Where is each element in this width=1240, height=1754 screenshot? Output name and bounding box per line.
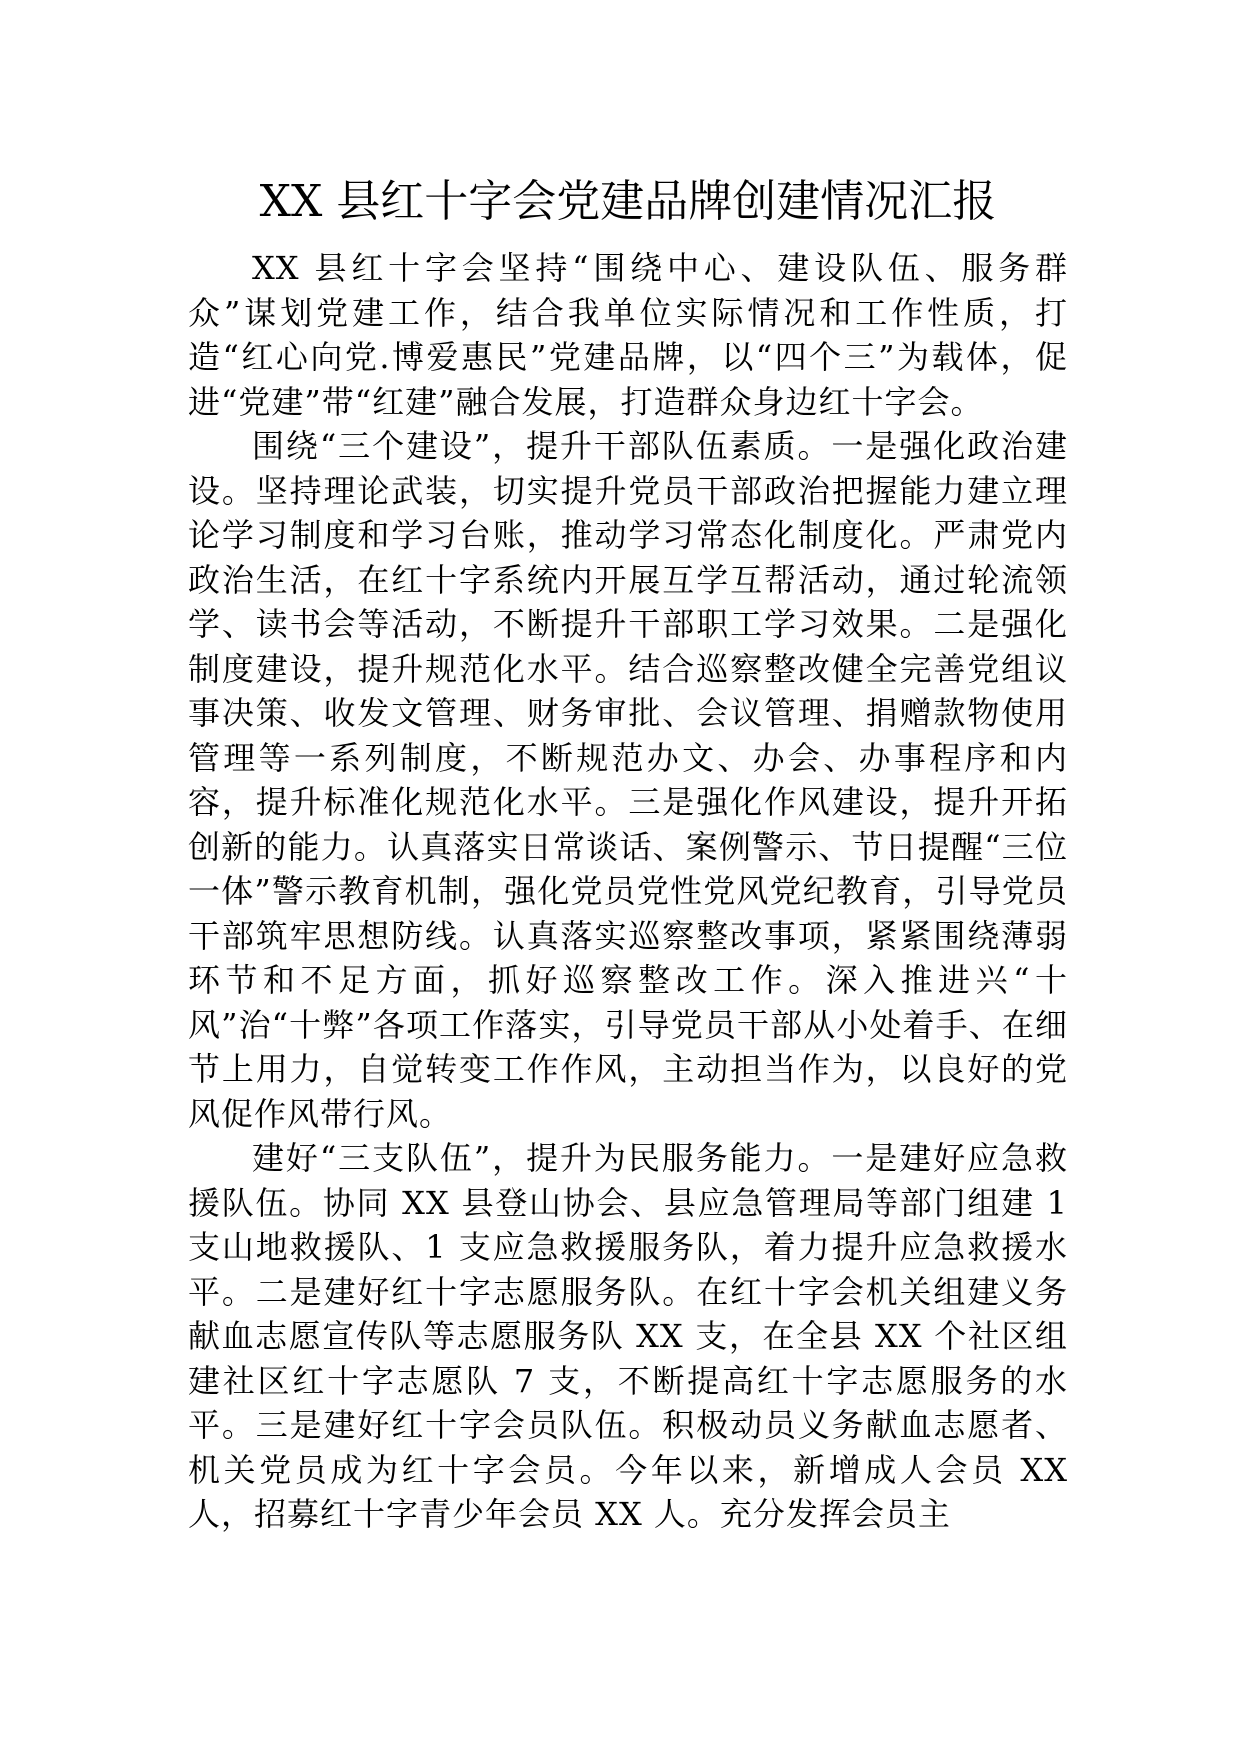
paragraph-three-teams: 建好“三支队伍”，提升为民服务能力。一是建好应急救援队伍。协同 XX 县登山协会、县应急管理局等部门组建 1 支山地救援队、1 支应急救援服务队，着力提升应急救援水平。二是建好红十字志愿服务队。在红十字会机关组建义务献血志愿宣传队等志愿服务队 XX 支，在全县 XX 个社区组建社区红十字志愿队 7 支，不断提高红十字志愿服务的水平。三是建好红十字会员队伍。积极动员义务献血志愿者、机关党员成为红十字会员。今年以来，新增成人会员 XX 人，招募红十字青少年会员 XX 人。充分发挥会员主 [188, 1139, 1068, 1533]
document-page [188, 170, 1068, 1537]
paragraph-three-constructions: 围绕“三个建设”，提升干部队伍素质。一是强化政治建设。坚持理论武装，切实提升党员干部政治把握能力建立理论学习制度和学习台账，推动学习常态化制度化。严肃党内政治生活，在红十字系统内开展互学互帮活动，通过轮流领学、读书会等活动，不断提升干部职工学习效果。二是强化制度建设，提升规范化水平。结合巡察整改健全完善党组议事决策、收发文管理、财务审批、会议管理、捐赠款物使用管理等一系列制度，不断规范办文、办会、办事程序和内容，提升标准化规范化水平。三是强化作风建设，提升开拓创新的能力。认真落实日常谈话、案例警示、节日提醒“三位一体”警示教育机制，强化党员党性党风党纪教育，引导党员干部筑牢思想防线。认真落实巡察整改事项，紧紧围绕薄弱环节和不足方面，抓好巡察整改工作。深入推进兴“十风”治“十弊”各项工作落实，引导党员干部从小处着手、在细节上用力，自觉转变工作作风，主动担当作为，以良好的党风促作风带行风。 [188, 427, 1068, 1133]
document-title: XX 县红十字会党建品牌创建情况汇报 [259, 176, 997, 227]
paragraph-intro: XX 县红十字会坚持“围绕中心、建设队伍、服务群众”谋划党建工作，结合我单位实际情况和工作性质，打造“红心向党.博爱惠民”党建品牌，以“四个三”为载体，促进“党建”带“红建”融合发展，打造群众身边红十字会。 [188, 249, 1068, 421]
